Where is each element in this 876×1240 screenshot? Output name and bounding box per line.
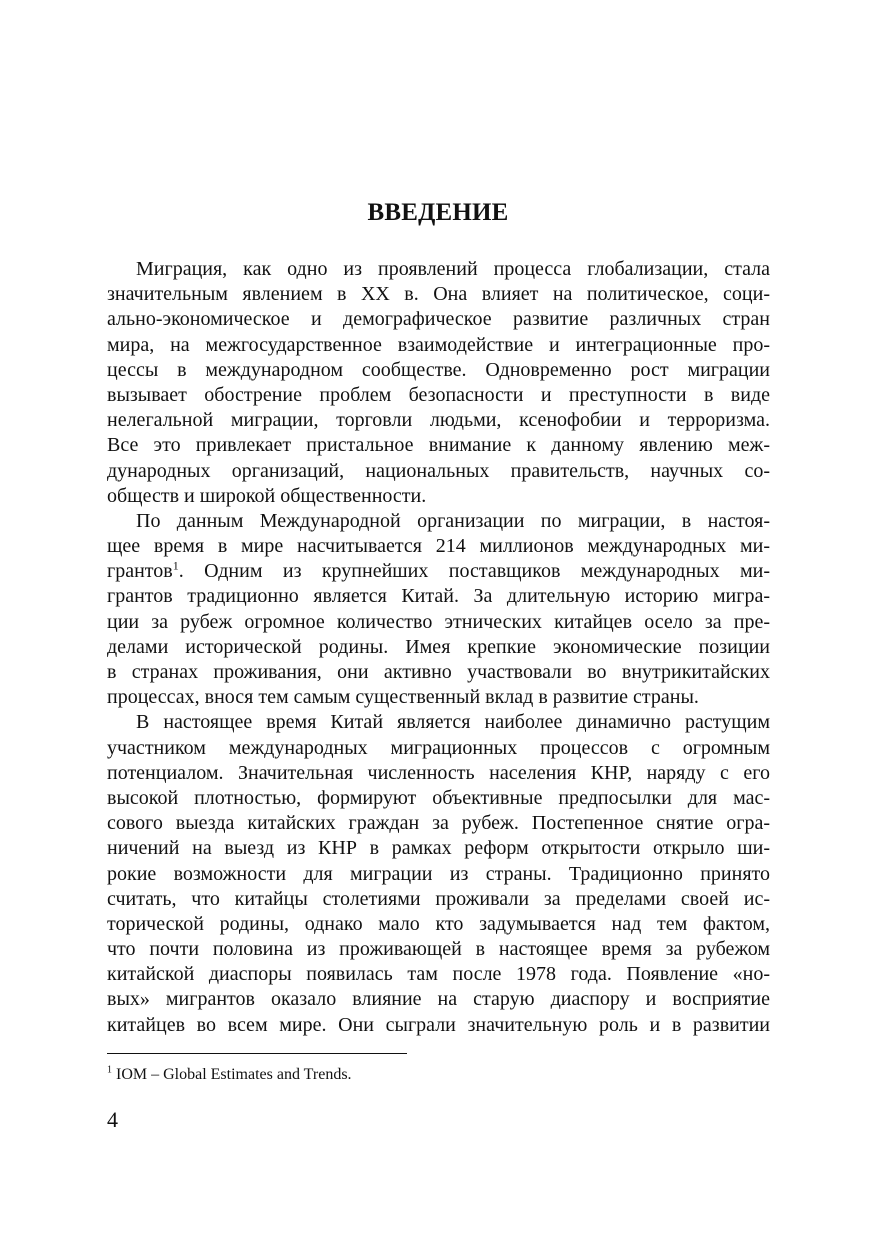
text-line: сового выезда китайских граждан за рубеж. Постепенное снятие огра- <box>107 812 770 835</box>
text-line: грантов традиционно является Китай. За длительную историю мигра- <box>107 585 770 608</box>
text-line: высокой плотностью, формируют объективные предпосылки для мас- <box>107 786 770 809</box>
text-line: грантов$^1$. Одним из крупнейших поставщиков международных ми- <box>107 558 770 583</box>
text-line: обществ и широкой общественности. <box>107 484 427 507</box>
text-line: потенциалом. Значительная численность населения КНР, наряду с его <box>107 761 770 784</box>
text-line: торической родины, однако мало кто задумывается над тем фактом, <box>107 912 770 935</box>
text-line: китайской диаспоры появилась там после 1978 года. Появление «но- <box>107 963 770 986</box>
text-line: ничений на выезд из КНР в рамках реформ открытости открыло ши- <box>107 837 770 860</box>
text-line: процессах, внося тем самым существенный вклад в развитие страны. <box>107 686 699 709</box>
text-line: цессы в международном сообществе. Одновременно рост миграции <box>107 358 770 381</box>
text-line: в странах проживания, они активно участвовали во внутрикитайских <box>107 661 770 683</box>
text-line: нелегальной миграции, торговли людьми, ксенофобии и терроризма. <box>107 409 770 432</box>
footnote-text: IOM – Global Estimates and Trends. <box>112 1066 352 1083</box>
text-line: вызывает обострение проблем безопасности и преступности в виде <box>107 383 770 406</box>
footnote-reference[interactable]: 1 <box>172 558 179 573</box>
page-number: 4 <box>107 1107 118 1132</box>
text-line: рокие возможности для миграции из страны. Традиционно принято <box>107 862 770 885</box>
text-line: дународных организаций, национальных правительств, научных со- <box>107 459 770 482</box>
text-line: ции за рубеж огромное количество этнических китайцев осело за пре- <box>107 610 770 633</box>
footnote-divider <box>107 1053 407 1054</box>
text-line: считать, что китайцы столетиями проживали за пределами своей ис- <box>107 887 770 910</box>
text-line: Все это привлекает пристальное внимание к данному явлению меж- <box>107 434 770 457</box>
text-line: что почти половина из проживающей в настоящее время за рубежом <box>107 938 770 961</box>
text-line: участником международных миграционных процессов с огромным <box>107 736 770 759</box>
text-line: ально-экономическое и демографическое развитие различных стран <box>107 308 770 331</box>
text-line: щее время в мире насчитывается 214 миллионов международных ми- <box>107 535 770 558</box>
footnote-marker: 1 <box>107 1064 112 1076</box>
text-line: китайцев во всем мире. Они сыграли значительную роль и в развитии <box>107 1013 770 1036</box>
body-text <box>107 257 770 1038</box>
text-line: мира, на межгосударственное взаимодействие и интеграционные про- <box>107 333 770 356</box>
text-line: Миграция, как одно из проявлений процесса глобализации, стала <box>136 258 770 280</box>
text-line: В настоящее время Китай является наиболее динамично растущим <box>136 711 770 734</box>
text-line: По данным Международной организации по миграции, в настоя- <box>136 509 770 532</box>
page-title: ВВЕДЕНИЕ <box>367 199 509 226</box>
text-line: значительным явлением в XX в. Она влияет на политическое, соци- <box>107 283 770 306</box>
footnote <box>107 1066 352 1084</box>
text-line: вых» мигрантов оказало влияние на старую диаспору и восприятие <box>107 988 770 1011</box>
text-line: делами исторической родины. Имея крепкие экономические позиции <box>107 635 770 658</box>
